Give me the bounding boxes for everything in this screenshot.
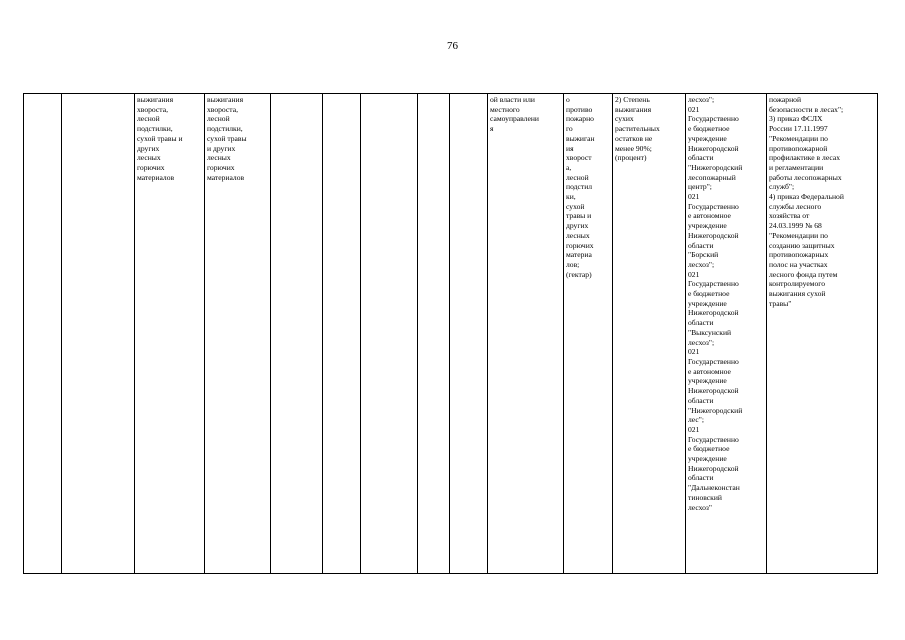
table-cell-13: [686, 94, 767, 574]
table-row: [24, 94, 878, 574]
cell-text: лесхоз"; 021 Государственно е бюджетное учреждение Нижегородской области "Нижегородский лесопожарный центр"; 021 Государственно е автономное учреждение Нижегородской области "Борский лесхоз"; 021 Государственно е бюджетное учреждение Нижегородской области "Выксунский лесхоз"; 021 Государственно е автономное учреждение Нижегородской области "Нижегородский лес"; 021 Государственно е бюджетное учреждение Нижегородской области "Дальнеконстан тиновский лесхоз": [688, 95, 743, 512]
table-cell-14: [767, 94, 878, 574]
table-cell-2: [62, 94, 135, 574]
table-cell-6: [323, 94, 361, 574]
table-cell-9: [450, 94, 488, 574]
table-cell-11: [564, 94, 613, 574]
table-cell-3: [135, 94, 205, 574]
cell-text: выжигания хвороста, лесной подстилки, сухой травы и других лесных горючих материалов: [207, 95, 247, 182]
table-cell-10: [488, 94, 564, 574]
table-cell-8: [418, 94, 450, 574]
table-cell-4: [205, 94, 271, 574]
table-cell-12: [613, 94, 686, 574]
cell-text: выжигания хвороста, лесной подстилки, сухой травы и других лесных горючих материалов: [137, 95, 183, 182]
cell-text: 2) Степень выжигания сухих растительных остатков не менее 90%; (процент): [615, 95, 660, 163]
document-table: [23, 93, 878, 574]
cell-text: пожарной безопасности в лесах"; 3) приказ ФСЛХ России 17.11.1997 "Рекомендации по противопожарной профилактике в лесах и регламентации работы лесопожарных служб"; 4) приказ Федеральной службы лесного хозяйства от 24.03.1999 № 68 "Рекомендации по созданию защитных противопожарных полос на участках лесного фонда путем контролируемого выжигания сухой травы": [769, 95, 844, 308]
table-cell-7: [361, 94, 418, 574]
cell-text: о противо пожарно го выжиган ия хворост а, лесной подстил ки, сухой травы и других лесных горючих материа лов; (гектар): [566, 95, 595, 279]
cell-text: ой власти или местного самоуправлени я: [490, 95, 539, 134]
table-cell-1: [24, 94, 62, 574]
table-cell-5: [271, 94, 323, 574]
page-number: 76: [447, 40, 458, 52]
